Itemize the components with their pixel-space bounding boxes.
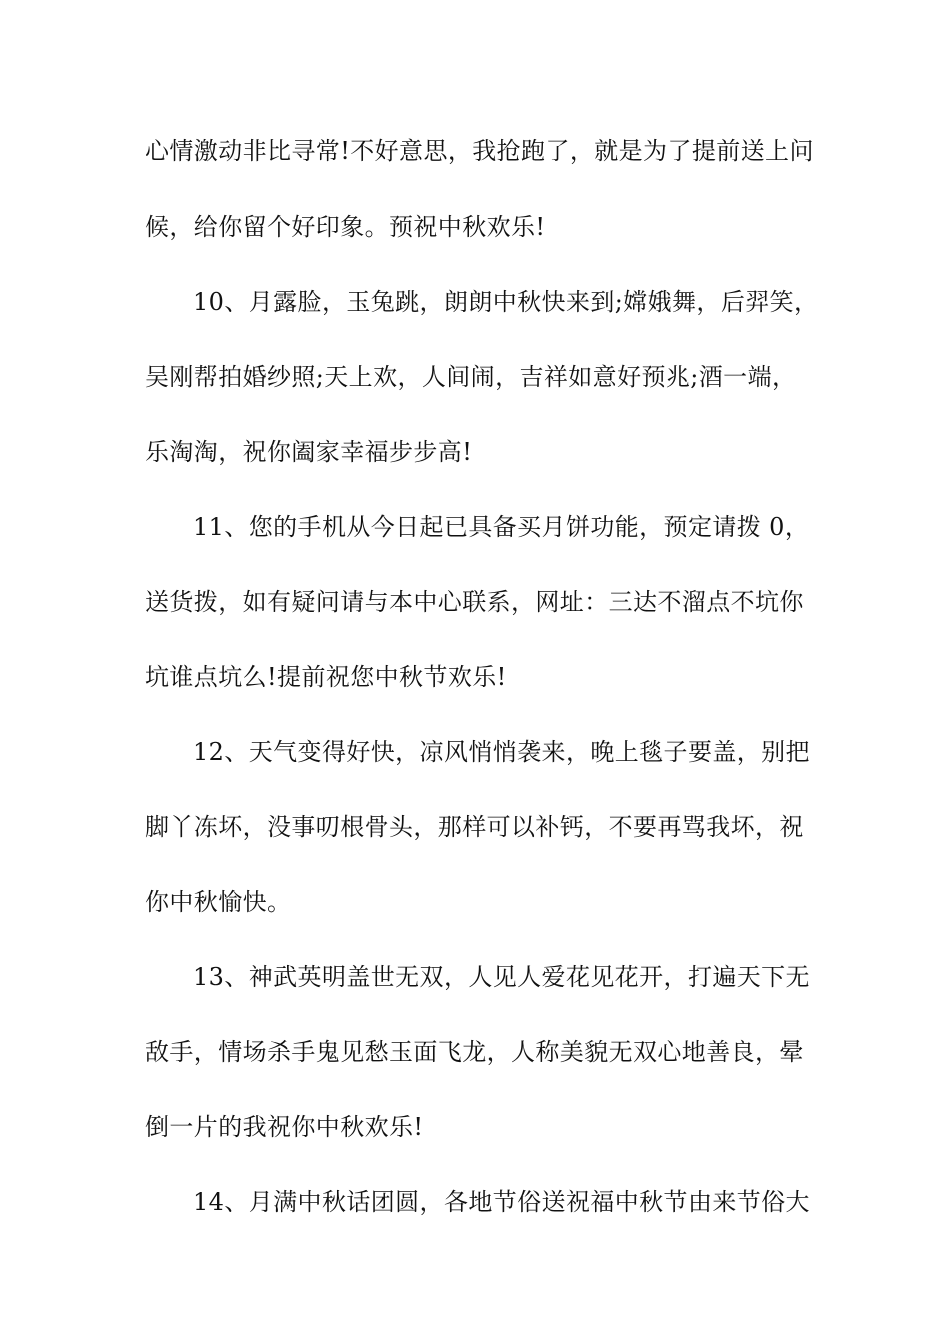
paragraph-10-start: 10、月露脸，玉兔跳，朗朗中秋快来到;嫦娥舞，后羿笑， bbox=[193, 288, 819, 316]
text-line: 脚丫冻坏，没事叨根骨头，那样可以补钙，不要再骂我坏，祝 bbox=[145, 813, 804, 841]
text-line: 候，给你留个好印象。预祝中秋欢乐! bbox=[145, 213, 546, 241]
paragraph-13-start: 13、神武英明盖世无双，人见人爱花见花开，打遍天下无 bbox=[193, 963, 810, 991]
text-line: 心情激动非比寻常!不好意思，我抢跑了，就是为了提前送上问 bbox=[145, 137, 814, 165]
text-line: 坑谁点坑么!提前祝您中秋节欢乐! bbox=[145, 663, 507, 691]
paragraph-14-start: 14、月满中秋话团圆，各地节俗送祝福中秋节由来节俗大 bbox=[193, 1188, 810, 1216]
text-line: 倒一片的我祝你中秋欢乐! bbox=[145, 1113, 424, 1141]
paragraph-12-start: 12、天气变得好快，凉风悄悄袭来，晚上毯子要盖，别把 bbox=[193, 738, 810, 766]
paragraph-11-start: 11、您的手机从今日起已具备买月饼功能，预定请拨 0， bbox=[193, 513, 810, 541]
text-line: 敌手，情场杀手鬼见愁玉面飞龙，人称美貌无双心地善良，晕 bbox=[145, 1038, 804, 1066]
text-line: 吴刚帮拍婚纱照;天上欢，人间闹，吉祥如意好预兆;酒一端， bbox=[145, 363, 797, 391]
text-line: 乐淘淘，祝你阖家幸福步步高! bbox=[145, 438, 473, 466]
text-line: 送货拨，如有疑问请与本中心联系，网址：三达不溜点不坑你 bbox=[145, 588, 804, 616]
text-line: 你中秋愉快。 bbox=[145, 888, 292, 916]
